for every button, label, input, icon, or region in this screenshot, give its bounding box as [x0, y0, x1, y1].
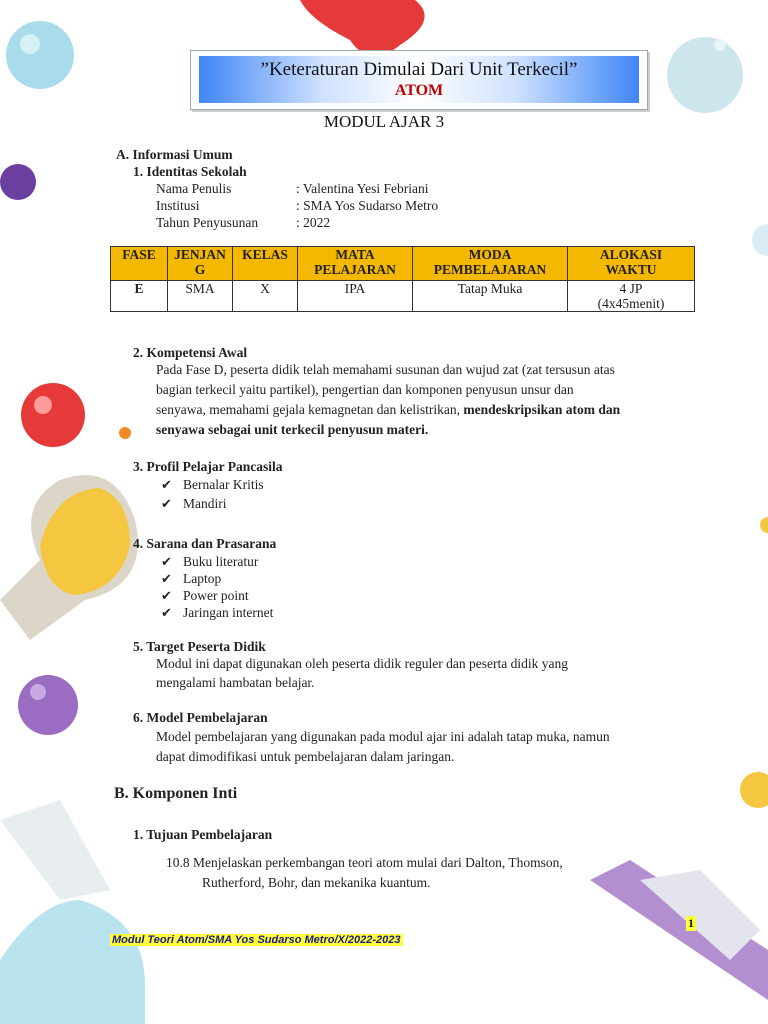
list-item: ✔ Jaringan internet	[161, 605, 274, 620]
table-row	[111, 281, 695, 312]
paragraph-line: mengalami hambatan belajar.	[156, 675, 315, 690]
check-icon: ✔	[161, 477, 172, 492]
profil-heading: 3. Profil Pelajar Pancasila	[133, 459, 283, 474]
list-item: ✔ Power point	[161, 588, 249, 603]
info-table	[110, 246, 695, 312]
paragraph-line: Modul ini dapat digunakan oleh peserta didik reguler dan peserta didik yang	[156, 656, 569, 671]
check-icon: ✔	[161, 496, 172, 511]
check-icon: ✔	[161, 605, 172, 620]
identitas-value: : 2022	[296, 215, 331, 230]
paragraph-line: bagian terkecil yaitu partikel), pengertian dan komponen penyusun unsur dan	[156, 382, 574, 397]
kompetensi-heading: 2. Kompetensi Awal	[133, 345, 248, 360]
tujuan-heading: 1. Tujuan Pembelajaran	[133, 827, 273, 842]
list-item: ✔ Bernalar Kritis	[161, 477, 264, 492]
table-cell: IPA	[298, 281, 413, 312]
table-cell: 4 JP (4x45menit)	[568, 281, 695, 312]
table-header-row	[111, 247, 695, 281]
table-cell: E	[111, 281, 168, 312]
paragraph-line: dapat dimodifikasi untuk pembelajaran dalam jaringan.	[156, 749, 455, 764]
identitas-label: Institusi	[156, 198, 200, 213]
banner-subtitle: ATOM	[394, 82, 444, 99]
table-header-cell: ALOKASI WAKTU	[568, 247, 695, 281]
banner-title: ”Keteraturan Dimulai Dari Unit Terkecil”	[260, 59, 578, 80]
footer-text: Modul Teori Atom/SMA Yos Sudarso Metro/X/2022-2023	[112, 934, 401, 946]
identitas-label: Tahun Penyusunan	[156, 215, 259, 230]
paragraph-line: 10.8 Menjelaskan perkembangan teori atom mulai dari Dalton, Thomson,	[166, 855, 563, 870]
paragraph-line: Pada Fase D, peserta didik telah memahami susunan dan wujud zat (zat tersusun atas	[156, 362, 615, 377]
identitas-value: : SMA Yos Sudarso Metro	[296, 198, 439, 213]
table-cell: Tatap Muka	[413, 281, 568, 312]
paragraph-line: senyawa sebagai unit terkecil penyusun materi.	[156, 422, 429, 437]
section-a-heading: A. Informasi Umum	[116, 147, 233, 162]
table-header-cell: KELAS	[233, 247, 298, 281]
paragraph-line: Rutherford, Bohr, dan mekanika kuantum.	[202, 875, 431, 890]
model-heading: 6. Model Pembelajaran	[133, 710, 268, 725]
identitas-heading: 1. Identitas Sekolah	[133, 164, 247, 179]
title-banner	[190, 50, 648, 110]
paragraph-line: Model pembelajaran yang digunakan pada modul ajar ini adalah tatap muka, namun	[156, 729, 610, 744]
section-b-heading: B. Komponen Inti	[114, 785, 238, 802]
identitas-value: : Valentina Yesi Febriani	[296, 181, 429, 196]
page-number: 1	[688, 916, 694, 930]
table-cell: X	[233, 281, 298, 312]
list-item: ✔ Mandiri	[161, 496, 227, 511]
list-item: ✔ Buku literatur	[161, 554, 259, 569]
list-item: ✔ Laptop	[161, 571, 222, 586]
sarana-heading: 4. Sarana dan Prasarana	[133, 536, 277, 551]
check-icon: ✔	[161, 588, 172, 603]
table-header-cell: JENJAN G	[168, 247, 233, 281]
table-header-cell: MODA PEMBELAJARAN	[413, 247, 568, 281]
check-icon: ✔	[161, 571, 172, 586]
identitas-label: Nama Penulis	[156, 181, 232, 196]
target-heading: 5. Target Peserta Didik	[133, 639, 266, 654]
table-header-cell: MATA PELAJARAN	[298, 247, 413, 281]
check-icon: ✔	[161, 554, 172, 569]
module-title: MODUL AJAR 3	[323, 112, 445, 131]
table-header-cell: FASE	[111, 247, 168, 281]
table-cell: SMA	[168, 281, 233, 312]
paragraph-line: senyawa, memahami gejala kemagnetan dan kelistrikan, mendeskripsikan atom dan	[156, 402, 621, 417]
